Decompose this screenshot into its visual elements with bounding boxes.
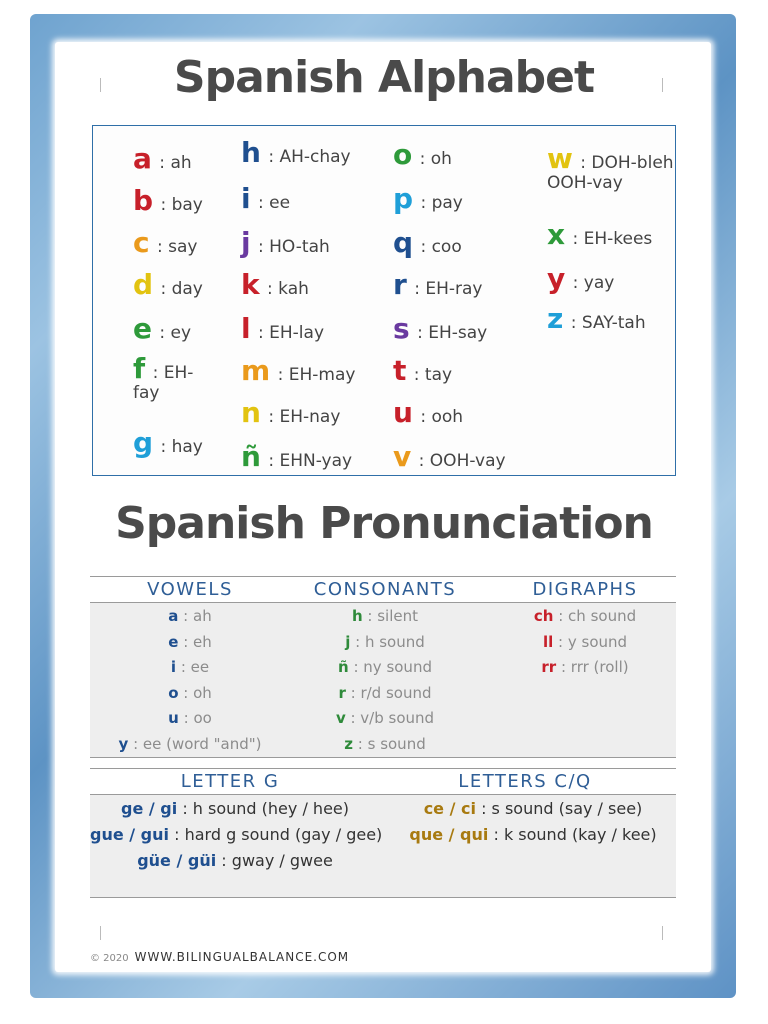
alphabet-sound: : EH-may (272, 365, 356, 385)
key-letter: a (168, 607, 179, 625)
pronunciation-text: : oh (178, 683, 212, 702)
list-item (300, 658, 470, 676)
alphabet-entry-y (547, 262, 614, 295)
key-letter: ll (542, 632, 554, 651)
alphabet-entry-a (133, 142, 192, 175)
alphabet-entry-m (241, 354, 355, 387)
key-letter: ce / ci (423, 799, 476, 818)
alphabet-letter: e (133, 312, 152, 345)
alphabet-entry-e (133, 312, 191, 345)
alphabet-box (92, 125, 676, 476)
alphabet-letter: r (393, 268, 407, 301)
alphabet-sound: : kah (261, 279, 309, 299)
alphabet-letter: q (393, 226, 414, 259)
alphabet-sound: : say (151, 237, 198, 257)
pronunciation-text: : ny sound (348, 658, 432, 676)
alphabet-sound: : oh (414, 149, 452, 169)
alphabet-sound: : EH-nay (262, 407, 341, 427)
list-item (510, 633, 660, 651)
list-item (100, 633, 280, 651)
pronunciation-text: : eh (178, 632, 212, 651)
alphabet-sound: : tay (408, 365, 453, 385)
footer (90, 950, 349, 964)
alphabet-sound: : SAY-tah (565, 313, 646, 333)
pronunciation-text: : oo (178, 709, 212, 727)
alphabet-entry-g (133, 426, 203, 459)
alphabet-sound: : DOH-bleh (574, 153, 674, 173)
list-item (510, 607, 660, 625)
alphabet-letter: t (393, 354, 407, 387)
alphabet-letter: ñ (241, 440, 261, 473)
header-digraphs: DIGRAPHS (532, 579, 638, 600)
list-item (90, 825, 383, 844)
list-item (390, 825, 676, 844)
alphabet-entry-h (241, 136, 351, 169)
alphabet-sound: : ey (154, 323, 192, 343)
pronunciation-text: : h sound (hey / hee) (177, 799, 349, 818)
alphabet-entry-z (547, 302, 646, 335)
alphabet-letter: c (133, 226, 150, 259)
list-item (300, 633, 470, 651)
pronunciation-text: : y sound (553, 632, 628, 651)
alphabet-letter: w (547, 142, 573, 175)
pronunciation-text: : h sound (350, 632, 425, 651)
alphabet-letter: s (393, 312, 410, 345)
alphabet-sound: : HO-tah (252, 237, 330, 257)
key-letter: ge / gi (121, 799, 178, 818)
alphabet-letter: z (547, 302, 564, 335)
table-body (90, 794, 676, 898)
website-link[interactable]: WWW.BILINGUALBALANCE.COM (134, 950, 350, 964)
alphabet-entry-ñ (241, 440, 352, 473)
alphabet-sound: : EHN-yay (262, 451, 353, 471)
key-letter: j (345, 632, 351, 651)
list-item (100, 658, 280, 676)
letters-table (90, 768, 676, 897)
alphabet-sound: : OOH-vay (413, 451, 506, 471)
alphabet-entry-o (393, 138, 452, 171)
corner-mark (100, 926, 101, 940)
alphabet-letter: y (547, 262, 566, 295)
pronunciation-text: : s sound (say / see) (475, 799, 643, 818)
alphabet-entry-q (393, 226, 462, 259)
pronunciation-text: : ch sound (553, 607, 637, 625)
alphabet-sound: : bay (155, 195, 203, 215)
pronunciation-text: : ah (178, 607, 212, 625)
corner-mark (662, 926, 663, 940)
header-letters-cq: LETTERS C/Q (458, 771, 592, 792)
key-letter: v (335, 709, 346, 727)
key-letter: i (170, 658, 177, 676)
alphabet-sound: : EH-ray (408, 279, 483, 299)
pronunciation-text: : gway / gwee (216, 851, 333, 870)
key-letter: r (338, 683, 346, 702)
table-header-row (90, 769, 676, 793)
alphabet-letter: p (393, 182, 414, 215)
alphabet-letter: f (133, 352, 146, 385)
alphabet-entry-w (547, 142, 674, 193)
key-letter: y (118, 734, 129, 753)
list-item (300, 607, 470, 625)
alphabet-letter: j (241, 226, 251, 259)
alphabet-entry-u (393, 396, 463, 429)
alphabet-sound: : ah (153, 153, 192, 173)
list-item (100, 735, 280, 753)
alphabet-sound: : EH-kees (567, 229, 653, 249)
alphabet-sound: : EH-lay (252, 323, 325, 343)
alphabet-sound: : yay (567, 273, 615, 293)
header-consonants: CONSONANTS (313, 579, 457, 600)
alphabet-entry-s (393, 312, 487, 345)
pronunciation-text: : hard g sound (gay / gee) (169, 825, 383, 844)
table-body (90, 602, 676, 758)
list-item (90, 851, 380, 870)
key-letter: h (351, 607, 363, 625)
alphabet-letter: d (133, 268, 154, 301)
list-item (100, 607, 280, 625)
alphabet-letter: l (241, 312, 251, 345)
header-letter-g: LETTER G (180, 771, 280, 792)
pronunciation-text: : ee (176, 658, 210, 676)
alphabet-entry-k (241, 268, 309, 301)
pronunciation-text: : rrr (roll) (556, 658, 629, 676)
alphabet-letter: k (241, 268, 260, 301)
pronunciation-text: : r/d sound (345, 683, 432, 702)
pronunciation-text: : k sound (kay / kee) (488, 825, 657, 844)
list-item (100, 709, 280, 727)
page-title: Spanish Alphabet (173, 52, 595, 103)
alphabet-letter: a (133, 142, 152, 175)
alphabet-sound: : hay (155, 437, 203, 457)
alphabet-entry-b (133, 184, 203, 217)
key-letter: que / qui (409, 825, 489, 844)
key-letter: u (168, 709, 179, 727)
alphabet-sound: : AH-chay (262, 147, 351, 167)
list-item (510, 658, 660, 676)
alphabet-entry-n (241, 396, 340, 429)
key-letter: ñ (338, 658, 349, 676)
header-vowels: VOWELS (147, 579, 233, 600)
alphabet-entry-t (393, 354, 452, 387)
alphabet-sound: : pay (415, 193, 463, 213)
alphabet-entry-x (547, 218, 652, 251)
copyright: © 2020 (90, 953, 129, 964)
list-item (300, 684, 470, 702)
alphabet-sound: : EH- (147, 363, 194, 383)
table-header-row (90, 577, 676, 601)
alphabet-sound-continued: OOH-vay (547, 173, 623, 193)
alphabet-entry-i (241, 182, 290, 215)
alphabet-entry-l (241, 312, 324, 345)
key-letter: z (344, 734, 354, 753)
list-item (390, 799, 676, 818)
key-letter: e (168, 632, 179, 651)
alphabet-entry-d (133, 268, 203, 301)
alphabet-letter: i (241, 182, 251, 215)
alphabet-sound: : day (155, 279, 203, 299)
alphabet-letter: h (241, 136, 261, 169)
alphabet-letter: v (393, 440, 412, 473)
pronunciation-table (90, 576, 676, 757)
alphabet-letter: o (393, 138, 413, 171)
alphabet-letter: b (133, 184, 154, 217)
alphabet-entry-f (133, 352, 193, 403)
alphabet-letter: n (241, 396, 261, 429)
alphabet-letter: m (241, 354, 271, 387)
list-item (90, 799, 380, 818)
alphabet-letter: g (133, 426, 154, 459)
key-letter: o (168, 683, 179, 702)
alphabet-letter: x (547, 218, 566, 251)
alphabet-entry-v (393, 440, 506, 473)
list-item (100, 684, 280, 702)
alphabet-letter: u (393, 396, 413, 429)
alphabet-sound-continued: fay (133, 383, 160, 403)
alphabet-entry-j (241, 226, 330, 259)
list-item (300, 709, 470, 727)
key-letter: güe / güi (137, 851, 217, 870)
pronunciation-text: : silent (362, 607, 419, 625)
alphabet-sound: : ooh (414, 407, 464, 427)
key-letter: rr (541, 658, 557, 676)
alphabet-sound: : coo (415, 237, 462, 257)
alphabet-sound: : ee (252, 193, 291, 213)
pronunciation-text: : s sound (353, 734, 426, 753)
alphabet-entry-p (393, 182, 463, 215)
alphabet-entry-c (133, 226, 197, 259)
pronunciation-title: Spanish Pronunciation (115, 498, 653, 549)
key-letter: gue / gui (90, 825, 170, 844)
key-letter: ch (533, 607, 554, 625)
list-item (300, 735, 470, 753)
alphabet-sound: : EH-say (411, 323, 488, 343)
pronunciation-text: : ee (word "and") (128, 734, 262, 753)
pronunciation-text: : v/b sound (345, 709, 435, 727)
alphabet-entry-r (393, 268, 482, 301)
